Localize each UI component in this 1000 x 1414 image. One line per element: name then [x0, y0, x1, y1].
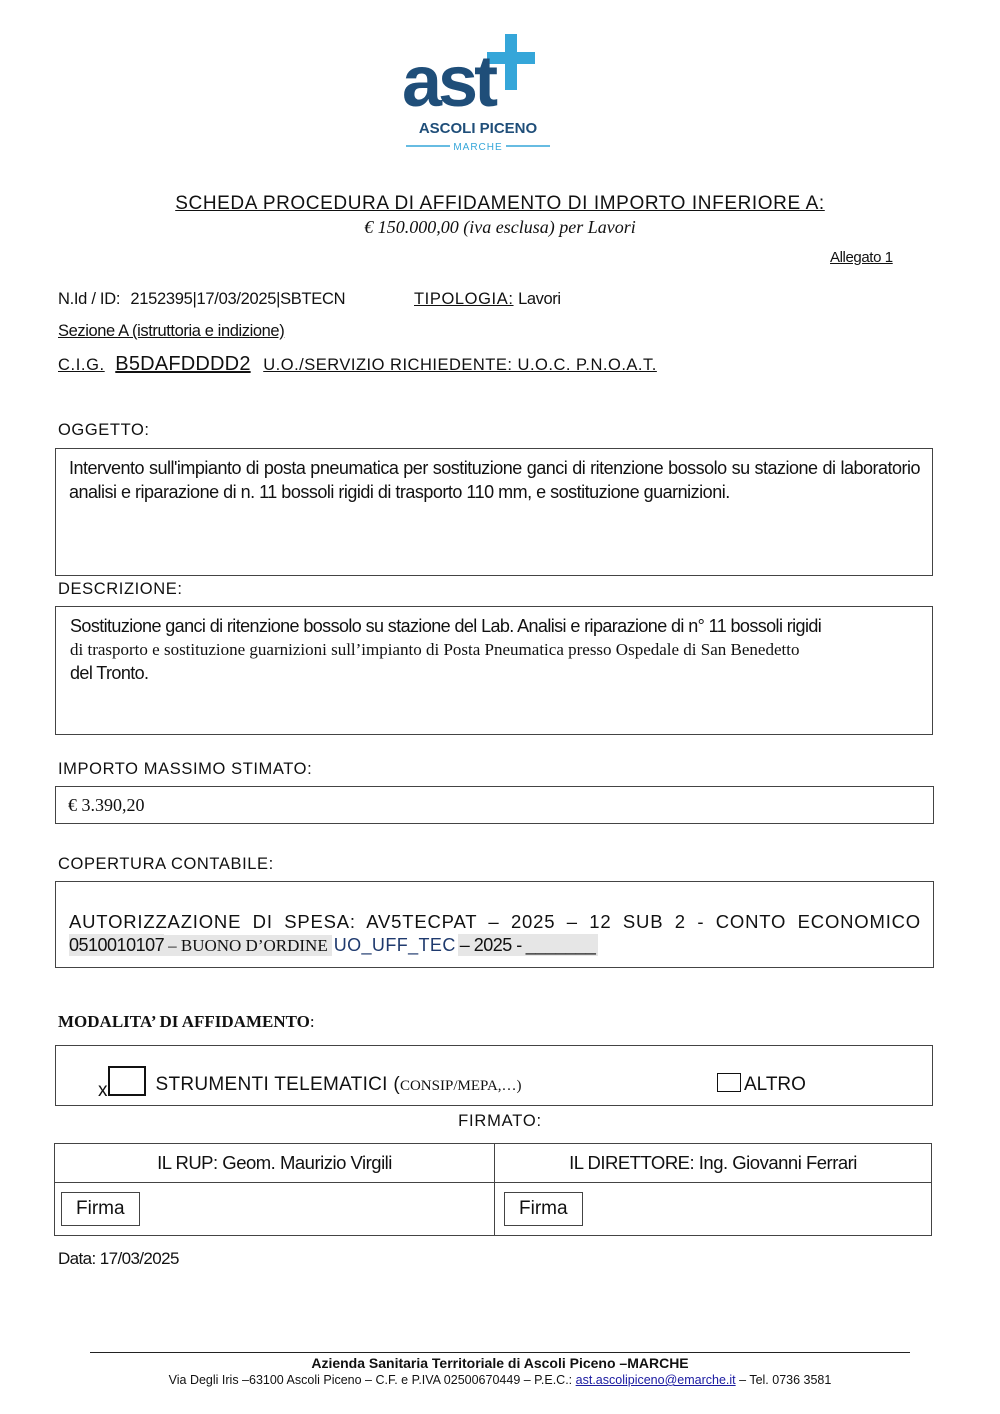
- option-telematici[interactable]: [98, 1066, 522, 1101]
- importo-value: € 3.390,20: [68, 795, 145, 815]
- logo-name: ASCOLI PICENO: [418, 120, 538, 137]
- oggetto-box: [55, 448, 933, 576]
- copertura-line-2: [69, 935, 598, 956]
- descrizione-line-3: del Tronto.: [70, 663, 149, 683]
- attachment-label: Allegato 1: [830, 249, 893, 266]
- importo-label: IMPORTO MASSIMO STIMATO:: [58, 760, 313, 778]
- ast-logo-mark: [398, 34, 558, 154]
- document-title: SCHEDA PROCEDURA DI AFFIDAMENTO DI IMPORTO INFERIORE A:: [175, 193, 825, 214]
- option-telematici-label: STRUMENTI TELEMATICI (: [155, 1074, 400, 1095]
- signatures-table: [54, 1143, 932, 1236]
- option-altro[interactable]: [717, 1074, 806, 1096]
- footer-pec-link[interactable]: ast.ascolipiceno@emarche.it: [575, 1373, 736, 1387]
- modalita-box: [55, 1045, 933, 1106]
- tipologia-value: Lavori: [518, 290, 561, 308]
- oggetto-label: OGGETTO:: [58, 421, 150, 439]
- buono-ordine-text: – BUONO D’ORDINE: [164, 935, 332, 956]
- rup-signature-field[interactable]: Firma: [61, 1192, 140, 1226]
- copertura-year: – 2025 -: [459, 935, 522, 955]
- descrizione-line-1: Sostituzione ganci di ritenzione bossolo su stazione del Lab. Analisi e riparazione di n° 11 bossoli rigidi: [70, 616, 822, 636]
- altro-checkbox[interactable]: [717, 1073, 741, 1092]
- footer-divider: [90, 1352, 910, 1353]
- importo-box: [55, 786, 934, 824]
- modalita-colon: :: [309, 1012, 315, 1031]
- footer-address-text: Via Degli Iris –63100 Ascoli Piceno – C.F. e P.IVA 02500670449 – P.E.C.:: [168, 1373, 573, 1387]
- section-label: Sezione A (istruttoria e indizione): [58, 322, 285, 340]
- footer-phone: – Tel. 0736 3581: [739, 1373, 832, 1387]
- modalita-heading: [58, 1012, 315, 1032]
- cig-value: B5DAFDDDD2: [115, 353, 251, 375]
- conto-code: 0510010107: [69, 935, 165, 955]
- document-date: Data: 17/03/2025: [58, 1249, 179, 1268]
- telematici-checkbox[interactable]: [108, 1066, 146, 1096]
- copertura-box: [55, 881, 934, 968]
- copertura-blank: _______: [525, 935, 596, 955]
- rup-name: IL RUP: Geom. Maurizio Virgili: [55, 1144, 495, 1183]
- logo-region: MARCHE: [453, 142, 503, 153]
- footer-address: [0, 1373, 1000, 1387]
- option-altro-label: ALTRO: [744, 1074, 806, 1095]
- id-label: N.Id / ID:: [58, 290, 121, 308]
- cig-label: C.I.G.: [58, 356, 105, 374]
- cig-line: [58, 353, 657, 376]
- logo-mark-text: ast: [402, 42, 495, 122]
- firmato-label: FIRMATO:: [458, 1112, 542, 1130]
- descrizione-box: [55, 606, 933, 735]
- tipologia-line: [414, 290, 561, 309]
- descrizione-label: DESCRIZIONE:: [58, 580, 183, 598]
- id-line: [58, 290, 345, 309]
- id-value: 2152395|17/03/2025|SBTECN: [130, 290, 346, 308]
- modalita-label: MODALITA’ DI AFFIDAMENTO: [58, 1012, 310, 1031]
- option-telematici-mark: x: [98, 1080, 108, 1101]
- uo-code: UO_UFF_TEC: [333, 935, 456, 955]
- document-subtitle: € 150.000,00 (iva esclusa) per Lavori: [364, 217, 636, 237]
- option-telematici-detail: CONSIP/MEPA,…): [399, 1078, 522, 1094]
- requesting-service: U.O./SERVIZIO RICHIEDENTE: U.O.C. P.N.O.A.T.: [263, 356, 657, 374]
- copertura-line-1: AUTORIZZAZIONE DI SPESA: AV5TECPAT – 2025 – 12 SUB 2 - CONTO ECONOMICO: [69, 911, 921, 932]
- copertura-label: COPERTURA CONTABILE:: [58, 855, 274, 873]
- director-name: IL DIRETTORE: Ing. Giovanni Ferrari: [495, 1144, 932, 1183]
- director-signature-field[interactable]: Firma: [504, 1192, 583, 1226]
- footer-organization: Azienda Sanitaria Territoriale di Ascoli Piceno –MARCHE: [311, 1355, 689, 1371]
- oggetto-text: Intervento sull'impianto di posta pneumatica per sostituzione ganci di ritenzione bossolo su stazione di laboratorio analisi e riparazione di n. 11 bossoli rigidi di trasporto 110 mm, e sostituzione guarnizioni.: [69, 458, 920, 502]
- tipologia-label: TIPOLOGIA:: [414, 290, 514, 308]
- descrizione-line-2: di trasporto e sostituzione guarnizioni sull’impianto di Posta Pneumatica presso Ospedale di San Benedetto: [70, 640, 800, 659]
- ast-logo: [398, 34, 558, 154]
